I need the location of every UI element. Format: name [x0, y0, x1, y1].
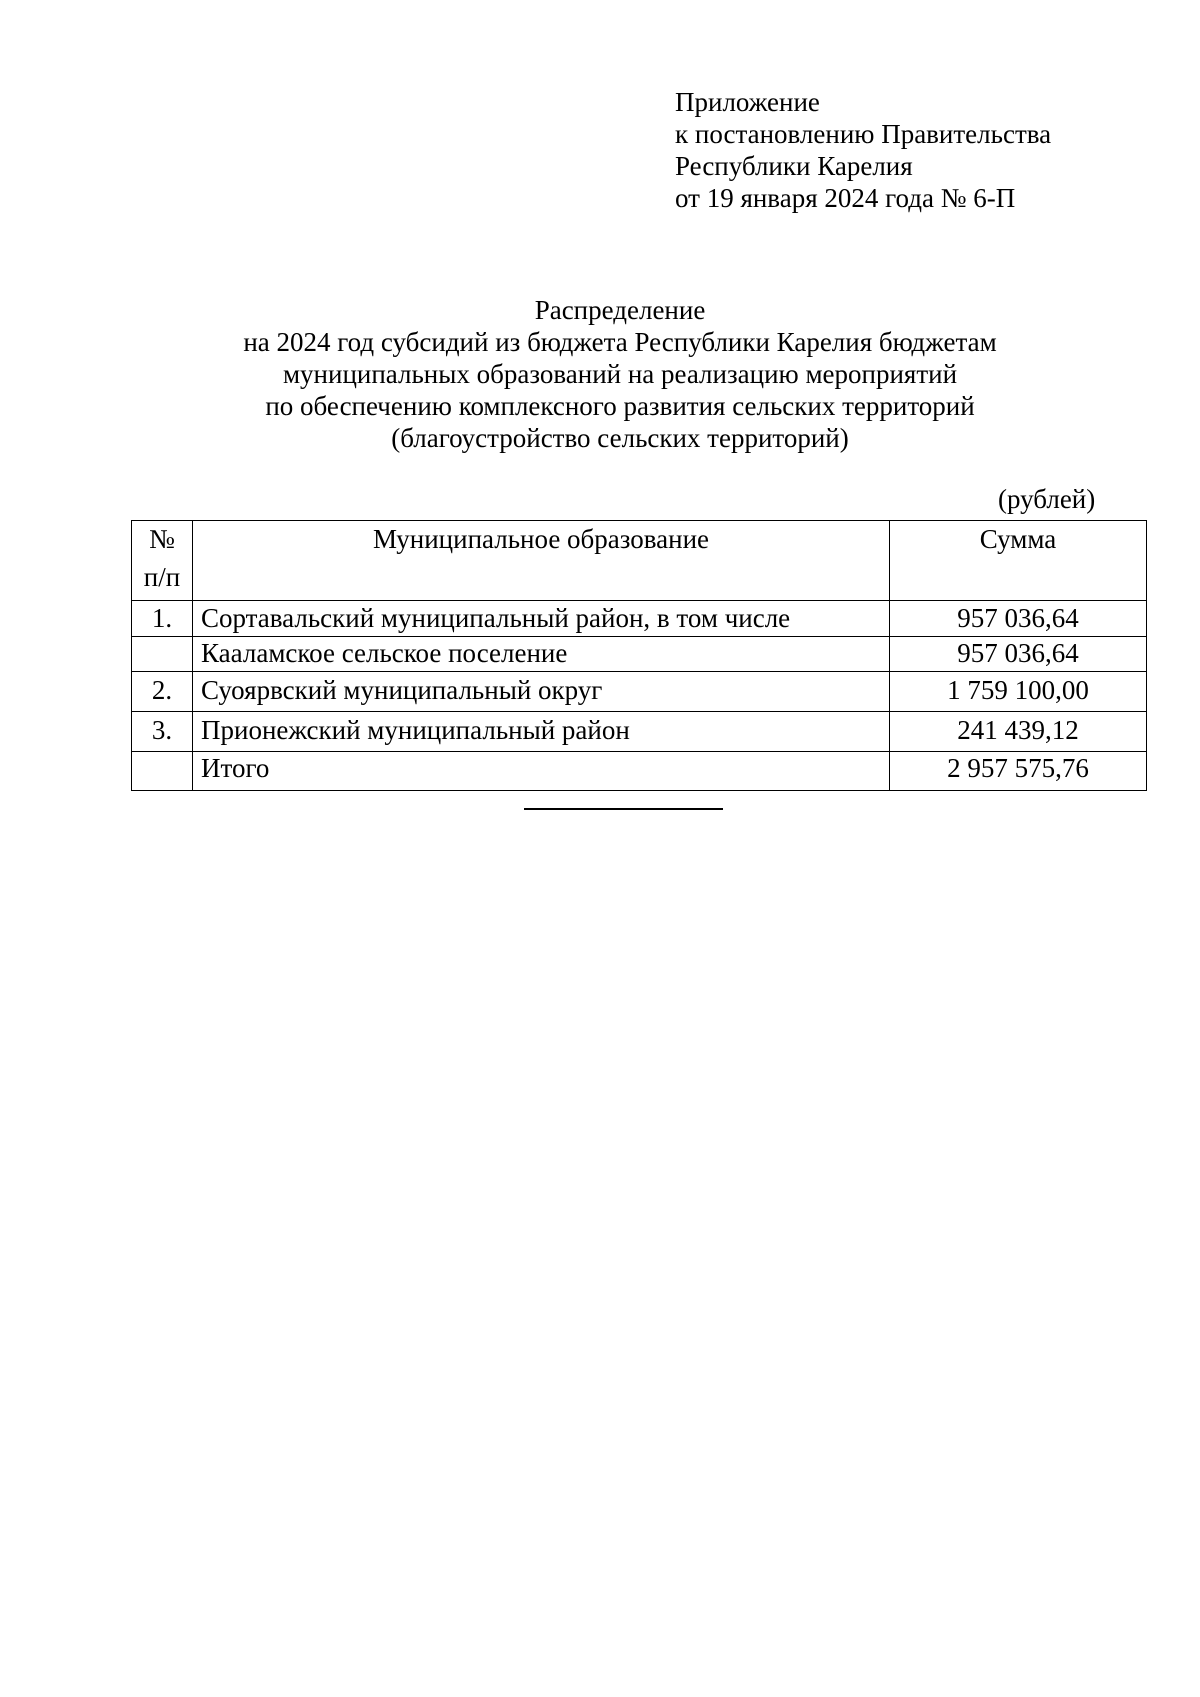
- appendix-header: [675, 86, 1051, 214]
- header-municipality: Муниципальное образование: [193, 521, 890, 601]
- row-number: 2.: [132, 672, 193, 712]
- header-number-cell: [132, 521, 193, 601]
- header-number-abbr: п/п: [143, 562, 181, 592]
- appendix-line-3: Республики Карелия: [675, 151, 913, 181]
- title-line-1: Распределение: [534, 295, 706, 325]
- row-sum: 957 036,64: [890, 601, 1147, 637]
- units-label: (рублей): [998, 484, 1096, 514]
- header-number-sign: №: [149, 524, 175, 554]
- row-municipality: Суоярвский муниципальный округ: [193, 672, 890, 712]
- table-header-row: [132, 521, 1147, 601]
- appendix-line-4: от 19 января 2024 года № 6-П: [675, 183, 1016, 213]
- header-sum: Сумма: [890, 521, 1147, 601]
- table-total-row: [132, 752, 1147, 791]
- row-number: [132, 752, 193, 791]
- total-sum: 2 957 575,76: [890, 752, 1147, 791]
- row-sum: 1 759 100,00: [890, 672, 1147, 712]
- end-separator-line: [524, 808, 723, 810]
- row-municipality: Кааламское сельское поселение: [193, 637, 890, 672]
- row-sum: 241 439,12: [890, 712, 1147, 752]
- row-number: [132, 637, 193, 672]
- table-row: [132, 637, 1147, 672]
- table-row: [132, 601, 1147, 637]
- distribution-table: [131, 520, 1147, 791]
- row-number: 1.: [132, 601, 193, 637]
- table-row: [132, 672, 1147, 712]
- row-municipality: Сортавальский муниципальный район, в том числе: [193, 601, 890, 637]
- total-label: Итого: [193, 752, 890, 791]
- row-municipality: Прионежский муниципальный район: [193, 712, 890, 752]
- title-line-3: муниципальных образований на реализацию мероприятий: [282, 359, 958, 389]
- title-line-5: (благоустройство сельских территорий): [391, 423, 849, 453]
- row-number: 3.: [132, 712, 193, 752]
- row-sum: 957 036,64: [890, 637, 1147, 672]
- title-line-4: по обеспечению комплексного развития сельских территорий: [265, 391, 975, 421]
- appendix-line-1: Приложение: [675, 87, 820, 117]
- appendix-line-2: к постановлению Правительства: [675, 119, 1052, 149]
- table-row: [132, 712, 1147, 752]
- title-line-2: на 2024 год субсидий из бюджета Республики Карелия бюджетам: [243, 327, 997, 357]
- document-title: [120, 294, 1120, 454]
